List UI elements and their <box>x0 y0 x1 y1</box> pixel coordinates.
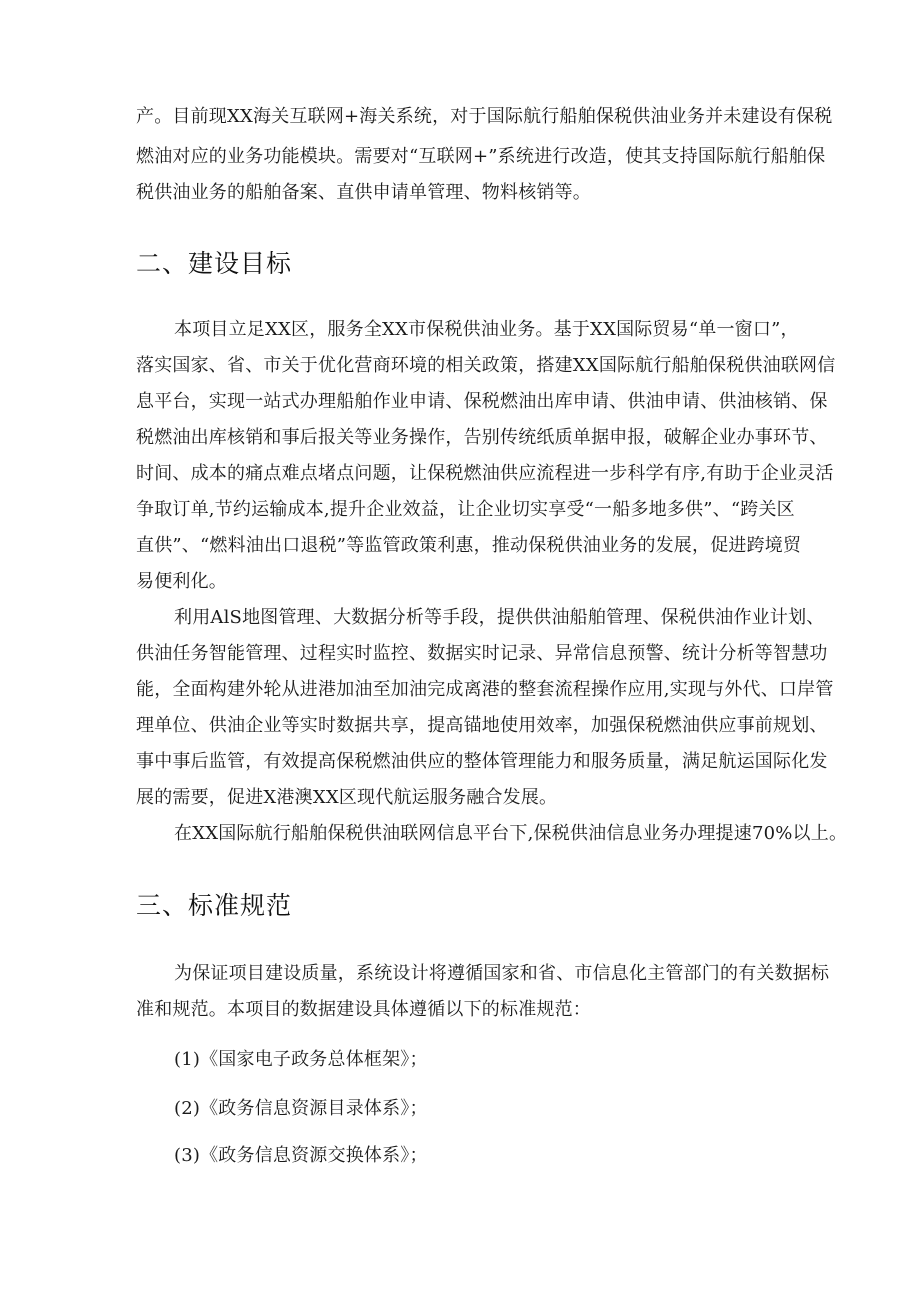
paragraph-line: 事中事后监管，有效提高保税燃油供应的整体管理能力和服务质量，满足航运国际化发 <box>136 751 828 772</box>
intro-line: 产。目前现XX海关互联网+海关系统，对于国际航行船舶保税供油业务并未建设有保税 <box>136 106 833 127</box>
paragraph-line: 落实国家、省、市关于优化营商环境的相关政策，搭建XX国际航行船舶保税供油联网信 <box>136 355 836 376</box>
paragraph-line: 在XX国际航行船舶保税供油联网信息平台下,保税供油信息业务办理提速70%以上。 <box>174 823 848 844</box>
paragraph-line: 为保证项目建设质量，系统设计将遵循国家和省、市信息化主管部门的有关数据标 <box>174 963 830 984</box>
intro-line: 燃油对应的业务功能模块。需要对“互联网+”系统进行改造，使其支持国际航行船舶保 <box>136 146 826 167</box>
paragraph-line: 利用AlS地图管理、大数据分析等手段，提供供油船舶管理、保税供油作业计划、 <box>174 607 825 628</box>
paragraph-line: 税燃油出库核销和事后报关等业务操作，告别传统纸质单据申报，破解企业办事环节、 <box>136 427 828 448</box>
section-heading-standards: 三、标准规范 <box>136 891 293 920</box>
paragraph-line: 息平台，实现一站式办理船舶作业申请、保税燃油出库申请、供油申请、供油核销、保 <box>136 391 828 412</box>
paragraph-line: 供油任务智能管理、过程实时监控、数据实时记录、异常信息预警、统计分析等智慧功 <box>136 643 828 664</box>
list-item: (1)《国家电子政务总体框架》； <box>174 1049 428 1070</box>
list-item: (3)《政务信息资源交换体系》； <box>174 1145 428 1166</box>
paragraph-line: 易便利化。 <box>136 571 227 592</box>
paragraph-line: 争取订单,节约运输成本,提升企业效益，让企业切实享受“一船多地多供”、“跨关区 <box>136 499 795 520</box>
list-item: (2)《政务信息资源目录体系》； <box>174 1098 428 1119</box>
intro-line: 税供油业务的船舶备案、直供申请单管理、物料核销等。 <box>136 182 591 203</box>
section-heading-goals: 二、建设目标 <box>136 249 293 278</box>
paragraph-line: 准和规范。本项目的数据建设具体遵循以下的标准规范： <box>136 999 591 1020</box>
paragraph-line: 直供”、“燃料油出口退税”等监管政策利惠，推动保税供油业务的发展，促进跨境贸 <box>136 535 802 556</box>
paragraph-line: 展的需要，促进X港澳XX区现代航运服务融合发展。 <box>136 787 558 808</box>
paragraph-line: 时间、成本的痛点难点堵点问题，让保税燃油供应流程进一步科学有序,有助于企业灵活 <box>136 463 834 484</box>
paragraph-line: 本项目立足XX区，服务全XX市保税供油业务。基于XX国际贸易“单一窗口”， <box>174 319 799 340</box>
paragraph-line: 理单位、供油企业等实时数据共享，提高锚地使用效率，加强保税燃油供应事前规划、 <box>136 715 828 736</box>
paragraph-line: 能，全面构建外轮从进港加油至加油完成离港的整套流程操作应用,实现与外代、口岸管 <box>136 679 834 700</box>
